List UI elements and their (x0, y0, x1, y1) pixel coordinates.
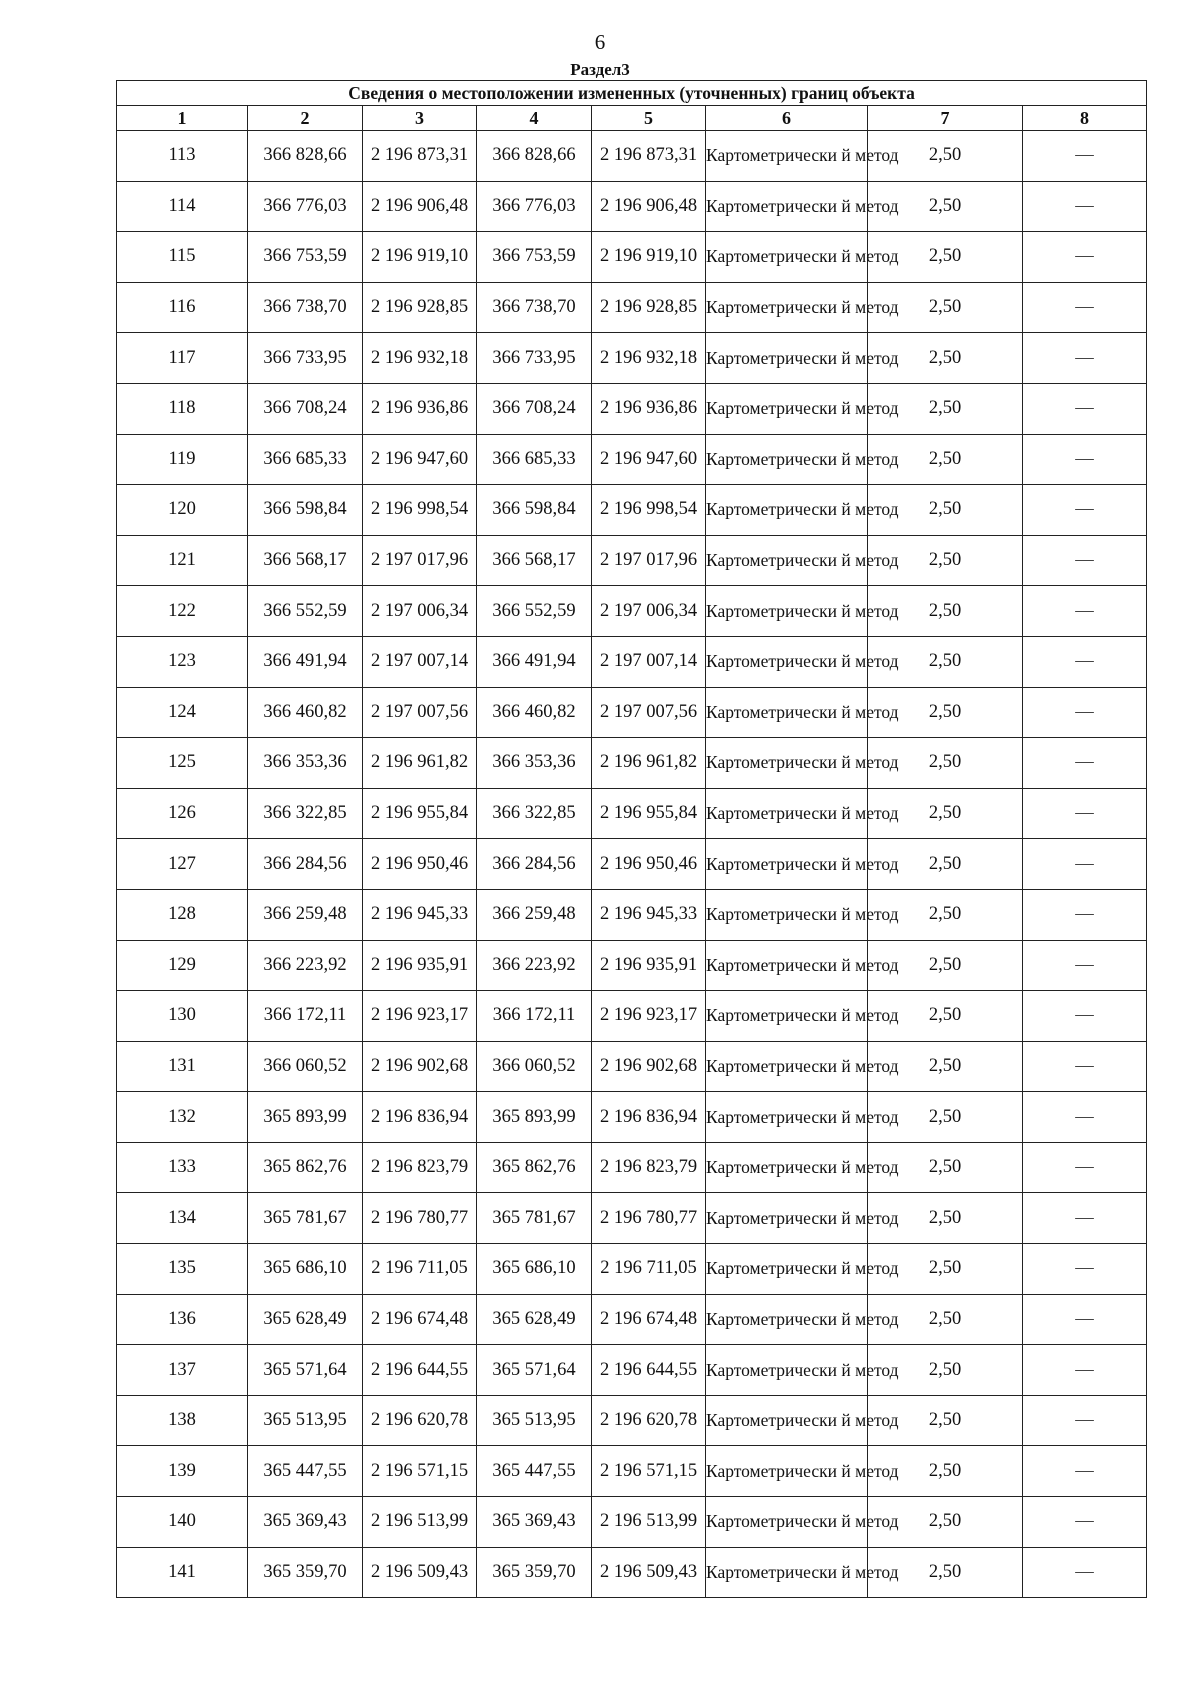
accuracy-cell: 2,50 (868, 839, 1023, 890)
point-number-cell: 136 (117, 1294, 248, 1345)
point-number-cell: 141 (117, 1547, 248, 1598)
determination-method-cell: Картометрически й метод (706, 1294, 868, 1345)
y-coord-existing-cell: 2 196 711,05 (363, 1244, 477, 1295)
marker-description-cell: — (1023, 333, 1147, 384)
x-coord-specified-cell: 366 460,82 (477, 687, 592, 738)
y-coord-specified-cell: 2 196 955,84 (592, 788, 706, 839)
x-coord-specified-cell: 366 738,70 (477, 282, 592, 333)
y-coord-existing-cell: 2 196 906,48 (363, 181, 477, 232)
marker-description-cell: — (1023, 1041, 1147, 1092)
y-coord-specified-cell: 2 196 513,99 (592, 1497, 706, 1548)
y-coord-specified-cell: 2 196 950,46 (592, 839, 706, 890)
point-number-cell: 134 (117, 1193, 248, 1244)
x-coord-specified-cell: 366 060,52 (477, 1041, 592, 1092)
x-coord-existing-cell: 366 708,24 (248, 383, 363, 434)
marker-description-cell: — (1023, 1547, 1147, 1598)
accuracy-cell: 2,50 (868, 131, 1023, 182)
table-row (117, 1547, 1147, 1598)
x-coord-existing-cell: 365 686,10 (248, 1244, 363, 1295)
y-coord-existing-cell: 2 197 017,96 (363, 535, 477, 586)
y-coord-existing-cell: 2 197 006,34 (363, 586, 477, 637)
x-coord-specified-cell: 366 223,92 (477, 940, 592, 991)
column-header-2: 2 (248, 106, 363, 131)
table-row (117, 586, 1147, 637)
x-coord-specified-cell: 366 491,94 (477, 636, 592, 687)
table-row (117, 1041, 1147, 1092)
x-coord-existing-cell: 366 598,84 (248, 485, 363, 536)
column-header-5: 5 (592, 106, 706, 131)
table-row (117, 333, 1147, 384)
point-number-cell: 114 (117, 181, 248, 232)
table-row (117, 383, 1147, 434)
x-coord-existing-cell: 365 447,55 (248, 1446, 363, 1497)
x-coord-specified-cell: 366 552,59 (477, 586, 592, 637)
accuracy-cell: 2,50 (868, 1497, 1023, 1548)
table-row (117, 1142, 1147, 1193)
x-coord-existing-cell: 365 781,67 (248, 1193, 363, 1244)
accuracy-cell: 2,50 (868, 738, 1023, 789)
y-coord-specified-cell: 2 197 017,96 (592, 535, 706, 586)
x-coord-specified-cell: 366 172,11 (477, 991, 592, 1042)
x-coord-specified-cell: 366 753,59 (477, 232, 592, 283)
accuracy-cell: 2,50 (868, 383, 1023, 434)
accuracy-cell: 2,50 (868, 282, 1023, 333)
accuracy-cell: 2,50 (868, 1395, 1023, 1446)
accuracy-cell: 2,50 (868, 1142, 1023, 1193)
determination-method-cell: Картометрически й метод (706, 1446, 868, 1497)
determination-method-cell: Картометрически й метод (706, 1497, 868, 1548)
x-coord-existing-cell: 366 322,85 (248, 788, 363, 839)
x-coord-existing-cell: 366 353,36 (248, 738, 363, 789)
marker-description-cell: — (1023, 1142, 1147, 1193)
determination-method-cell: Картометрически й метод (706, 839, 868, 890)
point-number-cell: 128 (117, 889, 248, 940)
y-coord-specified-cell: 2 196 936,86 (592, 383, 706, 434)
determination-method-cell: Картометрически й метод (706, 434, 868, 485)
x-coord-existing-cell: 366 223,92 (248, 940, 363, 991)
x-coord-specified-cell: 365 781,67 (477, 1193, 592, 1244)
x-coord-specified-cell: 365 359,70 (477, 1547, 592, 1598)
table-row (117, 1497, 1147, 1548)
table-row (117, 636, 1147, 687)
y-coord-specified-cell: 2 196 947,60 (592, 434, 706, 485)
marker-description-cell: — (1023, 839, 1147, 890)
column-header-7: 7 (868, 106, 1023, 131)
determination-method-cell: Картометрически й метод (706, 586, 868, 637)
y-coord-existing-cell: 2 196 780,77 (363, 1193, 477, 1244)
marker-description-cell: — (1023, 1497, 1147, 1548)
x-coord-specified-cell: 366 708,24 (477, 383, 592, 434)
determination-method-cell: Картометрически й метод (706, 1395, 868, 1446)
x-coord-existing-cell: 366 776,03 (248, 181, 363, 232)
y-coord-specified-cell: 2 196 620,78 (592, 1395, 706, 1446)
y-coord-specified-cell: 2 196 873,31 (592, 131, 706, 182)
determination-method-cell: Картометрически й метод (706, 1244, 868, 1295)
determination-method-cell: Картометрически й метод (706, 485, 868, 536)
marker-description-cell: — (1023, 232, 1147, 283)
y-coord-existing-cell: 2 196 932,18 (363, 333, 477, 384)
point-number-cell: 117 (117, 333, 248, 384)
table-row (117, 788, 1147, 839)
x-coord-specified-cell: 365 628,49 (477, 1294, 592, 1345)
x-coord-existing-cell: 365 893,99 (248, 1092, 363, 1143)
y-coord-existing-cell: 2 196 961,82 (363, 738, 477, 789)
y-coord-specified-cell: 2 196 644,55 (592, 1345, 706, 1396)
y-coord-specified-cell: 2 197 006,34 (592, 586, 706, 637)
table-row (117, 131, 1147, 182)
y-coord-existing-cell: 2 197 007,14 (363, 636, 477, 687)
y-coord-specified-cell: 2 196 711,05 (592, 1244, 706, 1295)
table-body (117, 131, 1147, 1598)
y-coord-specified-cell: 2 196 928,85 (592, 282, 706, 333)
y-coord-specified-cell: 2 196 935,91 (592, 940, 706, 991)
table-row (117, 232, 1147, 283)
marker-description-cell: — (1023, 1193, 1147, 1244)
marker-description-cell: — (1023, 282, 1147, 333)
determination-method-cell: Картометрически й метод (706, 1041, 868, 1092)
determination-method-cell: Картометрически й метод (706, 232, 868, 283)
marker-description-cell: — (1023, 535, 1147, 586)
accuracy-cell: 2,50 (868, 434, 1023, 485)
y-coord-existing-cell: 2 196 935,91 (363, 940, 477, 991)
table-row (117, 889, 1147, 940)
point-number-cell: 121 (117, 535, 248, 586)
marker-description-cell: — (1023, 889, 1147, 940)
y-coord-existing-cell: 2 196 644,55 (363, 1345, 477, 1396)
x-coord-existing-cell: 365 571,64 (248, 1345, 363, 1396)
y-coord-existing-cell: 2 196 923,17 (363, 991, 477, 1042)
y-coord-existing-cell: 2 196 955,84 (363, 788, 477, 839)
determination-method-cell: Картометрически й метод (706, 282, 868, 333)
y-coord-existing-cell: 2 196 674,48 (363, 1294, 477, 1345)
x-coord-specified-cell: 365 369,43 (477, 1497, 592, 1548)
determination-method-cell: Картометрически й метод (706, 535, 868, 586)
y-coord-specified-cell: 2 196 823,79 (592, 1142, 706, 1193)
table-row (117, 687, 1147, 738)
x-coord-existing-cell: 366 284,56 (248, 839, 363, 890)
y-coord-specified-cell: 2 196 932,18 (592, 333, 706, 384)
point-number-cell: 127 (117, 839, 248, 890)
y-coord-existing-cell: 2 196 620,78 (363, 1395, 477, 1446)
x-coord-specified-cell: 366 685,33 (477, 434, 592, 485)
point-number-cell: 125 (117, 738, 248, 789)
accuracy-cell: 2,50 (868, 333, 1023, 384)
marker-description-cell: — (1023, 383, 1147, 434)
accuracy-cell: 2,50 (868, 1345, 1023, 1396)
accuracy-cell: 2,50 (868, 485, 1023, 536)
x-coord-existing-cell: 366 460,82 (248, 687, 363, 738)
y-coord-specified-cell: 2 196 571,15 (592, 1446, 706, 1497)
x-coord-specified-cell: 365 893,99 (477, 1092, 592, 1143)
determination-method-cell: Картометрически й метод (706, 788, 868, 839)
point-number-cell: 131 (117, 1041, 248, 1092)
table-row (117, 738, 1147, 789)
determination-method-cell: Картометрически й метод (706, 889, 868, 940)
y-coord-existing-cell: 2 196 950,46 (363, 839, 477, 890)
x-coord-specified-cell: 365 447,55 (477, 1446, 592, 1497)
table-row (117, 839, 1147, 890)
accuracy-cell: 2,50 (868, 232, 1023, 283)
point-number-cell: 140 (117, 1497, 248, 1548)
marker-description-cell: — (1023, 636, 1147, 687)
marker-description-cell: — (1023, 1092, 1147, 1143)
marker-description-cell: — (1023, 940, 1147, 991)
determination-method-cell: Картометрически й метод (706, 636, 868, 687)
x-coord-existing-cell: 365 513,95 (248, 1395, 363, 1446)
y-coord-existing-cell: 2 196 509,43 (363, 1547, 477, 1598)
table-row (117, 282, 1147, 333)
accuracy-cell: 2,50 (868, 788, 1023, 839)
determination-method-cell: Картометрически й метод (706, 991, 868, 1042)
marker-description-cell: — (1023, 788, 1147, 839)
accuracy-cell: 2,50 (868, 1041, 1023, 1092)
point-number-cell: 119 (117, 434, 248, 485)
accuracy-cell: 2,50 (868, 940, 1023, 991)
marker-description-cell: — (1023, 586, 1147, 637)
x-coord-existing-cell: 365 369,43 (248, 1497, 363, 1548)
accuracy-cell: 2,50 (868, 1294, 1023, 1345)
point-number-cell: 115 (117, 232, 248, 283)
table-row (117, 434, 1147, 485)
point-number-cell: 118 (117, 383, 248, 434)
x-coord-existing-cell: 366 733,95 (248, 333, 363, 384)
accuracy-cell: 2,50 (868, 1193, 1023, 1244)
column-header-4: 4 (477, 106, 592, 131)
point-number-cell: 124 (117, 687, 248, 738)
x-coord-specified-cell: 366 259,48 (477, 889, 592, 940)
x-coord-specified-cell: 365 686,10 (477, 1244, 592, 1295)
y-coord-specified-cell: 2 196 919,10 (592, 232, 706, 283)
table-row (117, 1244, 1147, 1295)
accuracy-cell: 2,50 (868, 1244, 1023, 1295)
accuracy-cell: 2,50 (868, 889, 1023, 940)
marker-description-cell: — (1023, 738, 1147, 789)
y-coord-existing-cell: 2 196 947,60 (363, 434, 477, 485)
table-row (117, 535, 1147, 586)
marker-description-cell: — (1023, 687, 1147, 738)
column-header-1: 1 (117, 106, 248, 131)
y-coord-existing-cell: 2 196 836,94 (363, 1092, 477, 1143)
y-coord-existing-cell: 2 196 945,33 (363, 889, 477, 940)
column-header-6: 6 (706, 106, 868, 131)
point-number-cell: 113 (117, 131, 248, 182)
table-row (117, 1193, 1147, 1244)
x-coord-existing-cell: 366 552,59 (248, 586, 363, 637)
point-number-cell: 138 (117, 1395, 248, 1446)
page-number: 6 (594, 30, 606, 54)
point-number-cell: 129 (117, 940, 248, 991)
marker-description-cell: — (1023, 1345, 1147, 1396)
accuracy-cell: 2,50 (868, 1547, 1023, 1598)
determination-method-cell: Картометрически й метод (706, 383, 868, 434)
accuracy-cell: 2,50 (868, 687, 1023, 738)
y-coord-specified-cell: 2 196 836,94 (592, 1092, 706, 1143)
y-coord-specified-cell: 2 196 961,82 (592, 738, 706, 789)
x-coord-specified-cell: 366 733,95 (477, 333, 592, 384)
x-coord-existing-cell: 366 172,11 (248, 991, 363, 1042)
x-coord-existing-cell: 366 060,52 (248, 1041, 363, 1092)
y-coord-existing-cell: 2 196 919,10 (363, 232, 477, 283)
point-number-cell: 132 (117, 1092, 248, 1143)
marker-description-cell: — (1023, 485, 1147, 536)
marker-description-cell: — (1023, 131, 1147, 182)
y-coord-specified-cell: 2 197 007,14 (592, 636, 706, 687)
column-header-3: 3 (363, 106, 477, 131)
marker-description-cell: — (1023, 181, 1147, 232)
x-coord-existing-cell: 365 628,49 (248, 1294, 363, 1345)
point-number-cell: 123 (117, 636, 248, 687)
y-coord-specified-cell: 2 196 945,33 (592, 889, 706, 940)
point-number-cell: 116 (117, 282, 248, 333)
x-coord-specified-cell: 366 828,66 (477, 131, 592, 182)
determination-method-cell: Картометрически й метод (706, 181, 868, 232)
determination-method-cell: Картометрически й метод (706, 1345, 868, 1396)
x-coord-specified-cell: 366 353,36 (477, 738, 592, 789)
marker-description-cell: — (1023, 1395, 1147, 1446)
x-coord-existing-cell: 365 862,76 (248, 1142, 363, 1193)
table-row (117, 1294, 1147, 1345)
table-row (117, 485, 1147, 536)
y-coord-existing-cell: 2 196 902,68 (363, 1041, 477, 1092)
accuracy-cell: 2,50 (868, 636, 1023, 687)
table-row (117, 1446, 1147, 1497)
point-number-cell: 135 (117, 1244, 248, 1295)
determination-method-cell: Картометрически й метод (706, 1142, 868, 1193)
determination-method-cell: Картометрически й метод (706, 1193, 868, 1244)
x-coord-specified-cell: 365 513,95 (477, 1395, 592, 1446)
section-label: Раздел3 (570, 60, 630, 79)
point-number-cell: 126 (117, 788, 248, 839)
table-row (117, 181, 1147, 232)
y-coord-specified-cell: 2 196 906,48 (592, 181, 706, 232)
y-coord-specified-cell: 2 196 902,68 (592, 1041, 706, 1092)
x-coord-existing-cell: 366 685,33 (248, 434, 363, 485)
table-row (117, 940, 1147, 991)
table-row (117, 1092, 1147, 1143)
x-coord-existing-cell: 366 738,70 (248, 282, 363, 333)
x-coord-existing-cell: 366 753,59 (248, 232, 363, 283)
marker-description-cell: — (1023, 1244, 1147, 1295)
point-number-cell: 139 (117, 1446, 248, 1497)
column-header-8: 8 (1023, 106, 1147, 131)
x-coord-existing-cell: 365 359,70 (248, 1547, 363, 1598)
y-coord-existing-cell: 2 196 998,54 (363, 485, 477, 536)
table-title: Сведения о местоположении измененных (уточненных) границ объекта (117, 81, 1147, 106)
y-coord-existing-cell: 2 196 873,31 (363, 131, 477, 182)
determination-method-cell: Картометрически й метод (706, 1547, 868, 1598)
table-row (117, 1395, 1147, 1446)
marker-description-cell: — (1023, 434, 1147, 485)
y-coord-specified-cell: 2 197 007,56 (592, 687, 706, 738)
x-coord-existing-cell: 366 828,66 (248, 131, 363, 182)
y-coord-specified-cell: 2 196 923,17 (592, 991, 706, 1042)
y-coord-specified-cell: 2 196 998,54 (592, 485, 706, 536)
determination-method-cell: Картометрически й метод (706, 940, 868, 991)
x-coord-specified-cell: 366 284,56 (477, 839, 592, 890)
determination-method-cell: Картометрически й метод (706, 687, 868, 738)
x-coord-specified-cell: 365 571,64 (477, 1345, 592, 1396)
point-number-cell: 120 (117, 485, 248, 536)
point-number-cell: 137 (117, 1345, 248, 1396)
y-coord-existing-cell: 2 197 007,56 (363, 687, 477, 738)
x-coord-existing-cell: 366 491,94 (248, 636, 363, 687)
boundary-coordinates-table (116, 80, 1147, 1598)
accuracy-cell: 2,50 (868, 1446, 1023, 1497)
marker-description-cell: — (1023, 991, 1147, 1042)
x-coord-specified-cell: 366 598,84 (477, 485, 592, 536)
y-coord-existing-cell: 2 196 936,86 (363, 383, 477, 434)
point-number-cell: 122 (117, 586, 248, 637)
accuracy-cell: 2,50 (868, 181, 1023, 232)
x-coord-existing-cell: 366 259,48 (248, 889, 363, 940)
y-coord-existing-cell: 2 196 513,99 (363, 1497, 477, 1548)
y-coord-existing-cell: 2 196 823,79 (363, 1142, 477, 1193)
x-coord-specified-cell: 366 322,85 (477, 788, 592, 839)
determination-method-cell: Картометрически й метод (706, 131, 868, 182)
y-coord-specified-cell: 2 196 780,77 (592, 1193, 706, 1244)
marker-description-cell: — (1023, 1294, 1147, 1345)
x-coord-specified-cell: 366 568,17 (477, 535, 592, 586)
point-number-cell: 133 (117, 1142, 248, 1193)
x-coord-existing-cell: 366 568,17 (248, 535, 363, 586)
determination-method-cell: Картометрически й метод (706, 738, 868, 789)
column-number-row (117, 106, 1147, 131)
y-coord-specified-cell: 2 196 509,43 (592, 1547, 706, 1598)
accuracy-cell: 2,50 (868, 586, 1023, 637)
point-number-cell: 130 (117, 991, 248, 1042)
determination-method-cell: Картометрически й метод (706, 333, 868, 384)
accuracy-cell: 2,50 (868, 1092, 1023, 1143)
x-coord-specified-cell: 366 776,03 (477, 181, 592, 232)
marker-description-cell: — (1023, 1446, 1147, 1497)
accuracy-cell: 2,50 (868, 535, 1023, 586)
table-title-row (117, 81, 1147, 106)
table-row (117, 1345, 1147, 1396)
table-row (117, 991, 1147, 1042)
x-coord-specified-cell: 365 862,76 (477, 1142, 592, 1193)
y-coord-existing-cell: 2 196 571,15 (363, 1446, 477, 1497)
determination-method-cell: Картометрически й метод (706, 1092, 868, 1143)
y-coord-existing-cell: 2 196 928,85 (363, 282, 477, 333)
accuracy-cell: 2,50 (868, 991, 1023, 1042)
y-coord-specified-cell: 2 196 674,48 (592, 1294, 706, 1345)
